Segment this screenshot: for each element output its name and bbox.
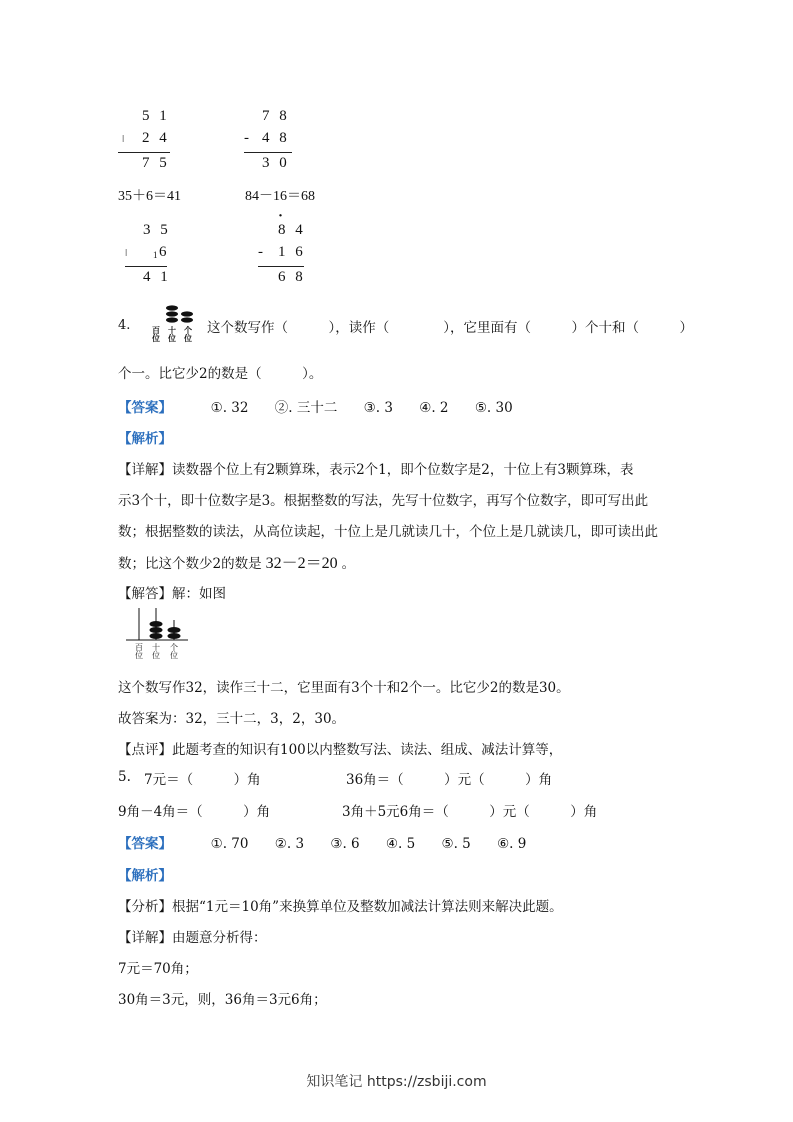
vertical-calc-addition-2 (125, 222, 185, 292)
calc-top-number: 7 8 (262, 108, 290, 124)
calc-result: 7 5 (142, 155, 170, 171)
question-number-5: 5. (118, 769, 131, 785)
answer-item: ⑤. 30 (474, 400, 513, 416)
abacus-label-hundreds: 百 (152, 325, 160, 335)
equation-left: 35＋6＝41 (118, 189, 181, 204)
abacus-image-question (149, 304, 201, 346)
calc-operator: ǀ (122, 133, 128, 145)
question-4-text-line2: 个一。比它少2的数是（ ）。 (118, 366, 323, 382)
abacus-label-place: 位 (168, 333, 176, 343)
conclusion-line: 这个数写作32，读作三十二，它里面有3个十和2个一。比它少2的数是30。 (118, 680, 570, 696)
answer-item: ③. 6 (330, 836, 360, 852)
calc-bottom-number: 4 8 (262, 130, 290, 146)
question-5-line2a: 9角－4角＝（ ）角 (118, 804, 271, 820)
abacus-label-place: 位 (170, 651, 178, 660)
answer-item: ④. 5 (385, 836, 416, 852)
answer-item: ④. 2 (419, 400, 449, 416)
detail-text: 数；比这个数少2的数是 (118, 556, 262, 572)
answer-item: ①. 32 (210, 400, 249, 416)
abacus-label-hundreds: 百 (135, 643, 143, 652)
analysis-tag-q5: 【解析】 (118, 868, 172, 884)
analysis-line: 【分析】根据“1元＝10角”来换算单位及整数加减法计算法则来解决此题。 (118, 899, 563, 915)
abacus-image-answer (124, 606, 194, 666)
question-number-4: 4. (118, 318, 131, 333)
question-4-text-line1: 这个数写作（ ），读作（ ），它里面有（ ）个十和（ ） (207, 320, 693, 336)
solve-line: 【解答】解：如图 (118, 586, 226, 602)
step-line-1: 7元＝70角； (118, 961, 198, 977)
calc-top-number: 5 1 (142, 108, 170, 124)
answer-item: ⑤. 5 (441, 836, 471, 852)
analysis-tag-q4: 【解析】 (118, 431, 172, 447)
detail-line-1: 【详解】读数器个位上有2颗算珠，表示2个1，即个位数字是2，十位上有3颗算珠，表 (118, 462, 634, 478)
vertical-calc-subtraction-1 (244, 108, 304, 178)
abacus-label-place: 位 (152, 651, 160, 660)
calc-bottom-number: 6 (159, 244, 170, 260)
question-5-line1a: 7元＝（ ）角 (144, 772, 261, 788)
calc-line (125, 266, 167, 267)
answer-item: ⑥. 9 (497, 836, 527, 852)
detail-equation: 32－2＝20 (265, 555, 338, 572)
answer-tag: 【答案】 (118, 836, 172, 852)
abacus-label-ones: 个 (184, 325, 192, 335)
answer-row-q5 (118, 832, 548, 852)
answer-item: ②. 三十二 (274, 400, 338, 416)
abacus-label-tens: 十 (168, 325, 176, 335)
detail-line-4 (118, 550, 355, 573)
equation-right: 84－16＝68 (245, 189, 315, 204)
calc-operator: - (244, 130, 252, 146)
calc-line (258, 266, 304, 267)
calc-line (244, 152, 292, 153)
abacus-label-ones: 个 (170, 643, 178, 652)
abacus-label-place: 位 (152, 333, 160, 343)
question-5-line1b: 36角＝（ ）元（ ）角 (346, 772, 553, 788)
calc-top-number: 8 4 (278, 222, 306, 238)
answer-item: ③. 3 (363, 400, 393, 416)
calc-operator: ǀ (125, 247, 131, 259)
answer-item: ①. 70 (210, 836, 249, 852)
answer-item: ②. 3 (274, 836, 305, 852)
calc-bottom-number: 1 6 (278, 244, 306, 260)
comment-line: 【点评】此题考查的知识有100以内整数写法、读法、组成、减法计算等， (118, 742, 563, 758)
abacus-label-place: 位 (184, 333, 192, 343)
detail-end: 。 (341, 556, 356, 572)
answer-row-q4 (118, 396, 535, 416)
calc-result: 6 8 (278, 269, 306, 285)
answer-tag: 【答案】 (118, 400, 172, 416)
vertical-calc-subtraction-2 (258, 208, 318, 294)
detail-intro-line: 【详解】由题意分析得： (118, 930, 267, 946)
calc-bottom-number: 2 4 (142, 130, 170, 146)
question-5-line2b: 3角＋5元6角＝（ ）元（ ）角 (342, 804, 598, 820)
vertical-calc-addition-1 (118, 108, 178, 178)
calc-result: 4 1 (143, 269, 171, 285)
final-answer-line: 故答案为：32，三十二，3，2，30。 (118, 711, 346, 727)
abacus-label-tens: 十 (152, 643, 160, 652)
calc-top-number: 3 5 (143, 222, 171, 238)
calc-result: 3 0 (262, 155, 290, 171)
footer-watermark: 知识笔记 https://zsbiji.com (306, 1074, 487, 1090)
calc-operator: - (258, 244, 266, 260)
calc-borrow-dot: · (278, 208, 287, 224)
abacus-label-place: 位 (135, 651, 143, 660)
step-line-2: 30角＝3元，则，36角＝3元6角； (118, 992, 327, 1008)
calc-carry: 1 (153, 250, 161, 260)
abacus-diagram-icon (124, 606, 194, 646)
calc-line (118, 152, 170, 153)
detail-line-2: 示3个十，即十位数字是3。根据整数的写法，先写十位数字，再写个位数字，即可写出此 (118, 493, 649, 509)
detail-line-3: 数；根据整数的读法，从高位读起，十位上是几就读几十，个位上是几就读几，即可读出此 (118, 524, 658, 540)
